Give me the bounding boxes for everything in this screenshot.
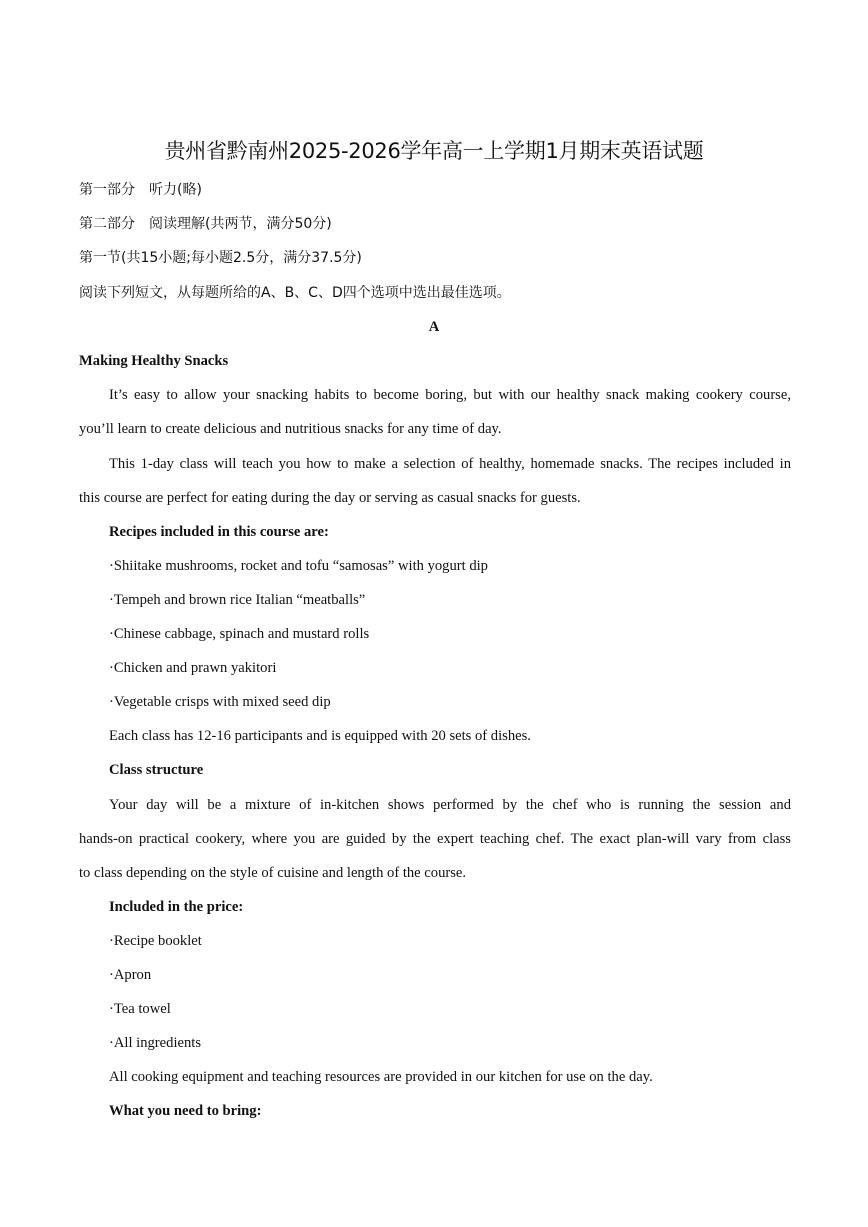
participants-text: Each class has 12-16 participants and is equipped with 20 sets of dishes. (109, 728, 531, 744)
instruction-text: 阅读下列短文，从每题所给的A、B、C、D四个选项中选出最佳选项。 (79, 285, 511, 301)
recipe-item: ·Tempeh and brown rice Italian “meatballs” (109, 592, 366, 608)
price-item: ·Tea towel (109, 1001, 171, 1017)
recipe-item: ·Shiitake mushrooms, rocket and tofu “samosas” with yogurt dip (109, 558, 488, 574)
recipe-item: ·Chinese cabbage, spinach and mustard rolls (109, 626, 370, 642)
passage-label: A (428, 319, 440, 335)
structure-line3: to class depending on the style of cuisine and length of the course. (79, 865, 467, 881)
structure-line2: hands-on practical cookery, where you are guided by the expert teaching chef. The exact plan-will vary from class (79, 831, 791, 847)
page-title: 贵州省黔南州2025-2026学年高一上学期1月期末英语试题 (164, 139, 704, 163)
para2-line1: This 1-day class will teach you how to make a selection of healthy, homemade snacks. The recipes included in (109, 456, 791, 472)
para1-line2: you’ll learn to create delicious and nutritious snacks for any time of day. (79, 421, 502, 437)
price-item: ·Apron (109, 967, 152, 983)
price-heading: Included in the price: (109, 899, 244, 915)
price-item: ·Recipe booklet (109, 933, 202, 949)
recipes-heading: Recipes included in this course are: (109, 524, 329, 540)
price-item: ·All ingredients (109, 1035, 202, 1051)
structure-line1: Your day will be a mixture of in-kitchen shows performed by the chef who is running the session and (109, 797, 791, 813)
structure-heading: Class structure (109, 762, 204, 778)
bring-heading: What you need to bring: (109, 1103, 262, 1119)
passage-title: Making Healthy Snacks (79, 353, 229, 369)
para2-line2: this course are perfect for eating during the day or serving as casual snacks for guests. (79, 490, 581, 506)
part2-heading: 第二部分 阅读理解(共两节，满分50分) (79, 216, 332, 232)
recipe-item: ·Chicken and prawn yakitori (109, 660, 277, 676)
part1-heading: 第一部分 听力(略) (79, 182, 202, 198)
recipe-item: ·Vegetable crisps with mixed seed dip (109, 694, 331, 710)
para1-line1: It’s easy to allow your snacking habits to become boring, but with our healthy snack making cookery course, (109, 387, 791, 403)
equipment-text: All cooking equipment and teaching resources are provided in our kitchen for use on the day. (109, 1069, 653, 1085)
section1-heading: 第一节(共15小题;每小题2.5分，满分37.5分) (79, 250, 362, 266)
